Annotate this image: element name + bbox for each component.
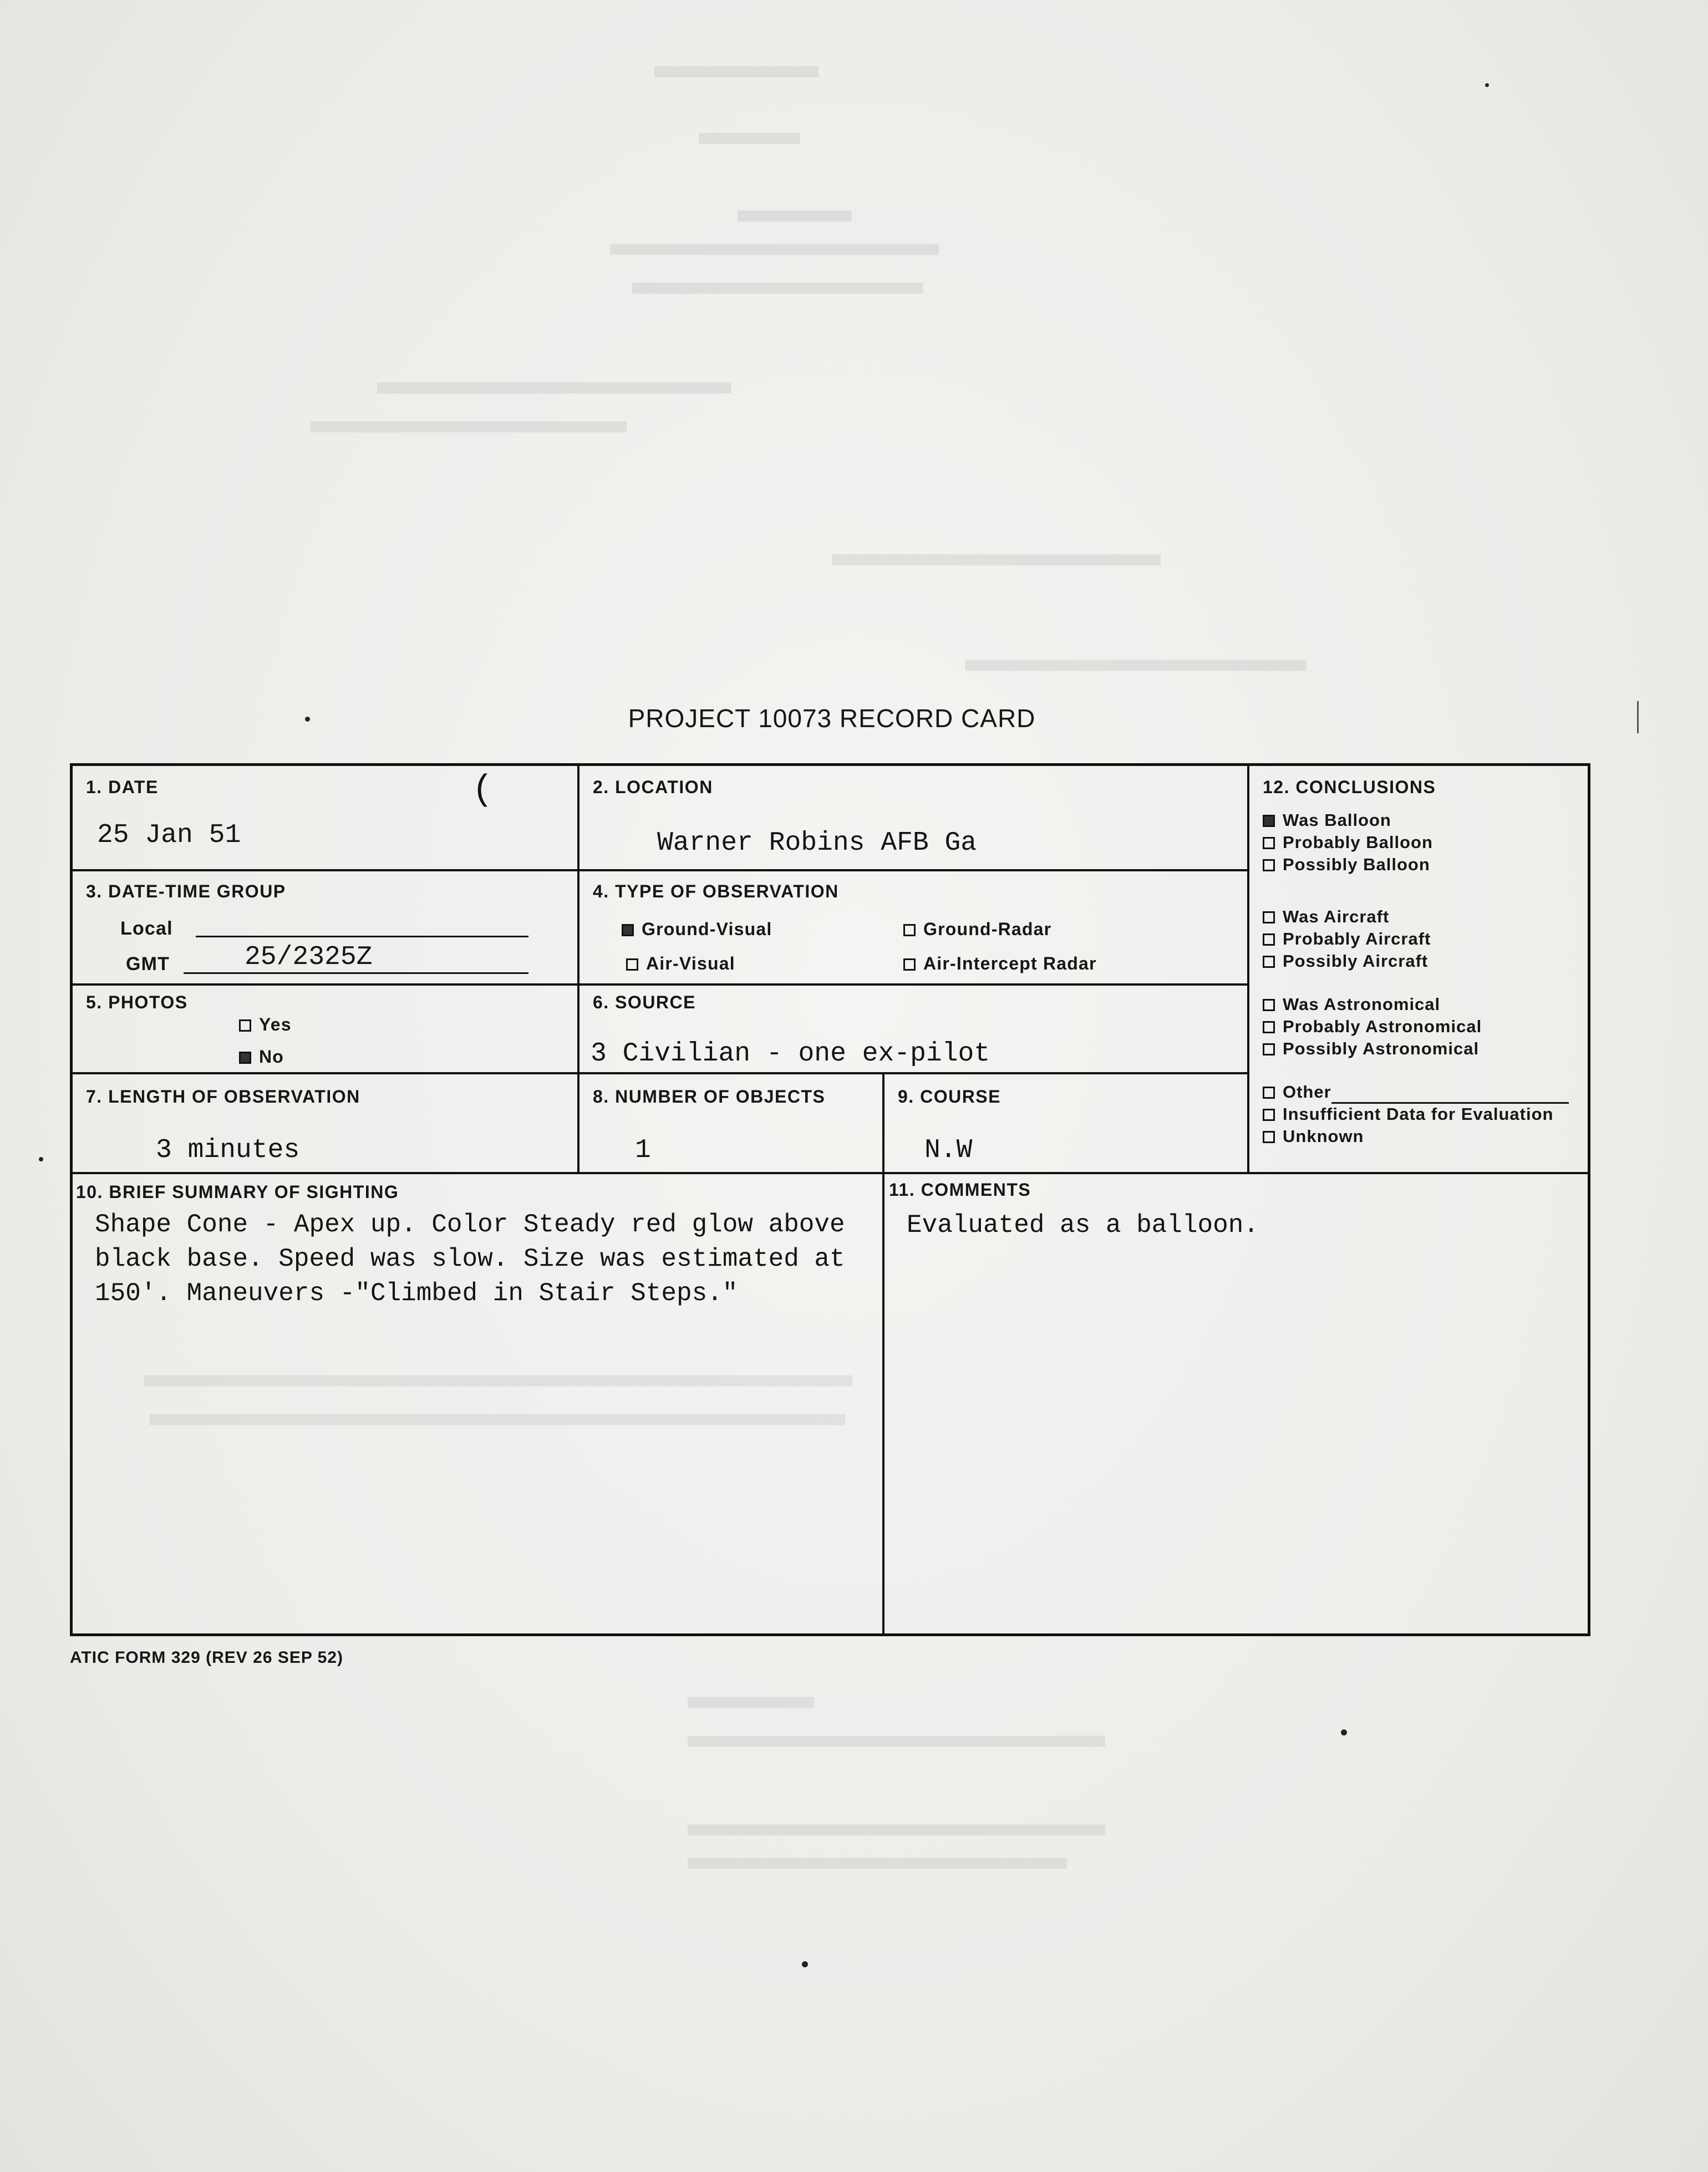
source-label: 6. SOURCE <box>593 992 696 1012</box>
conclusion-other[interactable]: Other <box>1263 1082 1553 1104</box>
bleed-through-line: ▀▀▀▀▀▀▀▀▀▀▀▀▀ <box>654 67 819 90</box>
gmt-line <box>184 972 528 974</box>
location-section <box>577 766 1247 869</box>
dust-speck <box>1637 701 1639 733</box>
date-section <box>73 766 577 869</box>
checkbox-icon <box>1263 1131 1275 1143</box>
dust-speck <box>802 1961 808 1967</box>
bleed-through-line: ▀▀▀▀▀▀▀▀▀▀▀▀▀▀▀▀▀▀▀▀▀▀▀▀▀▀▀▀▀▀ <box>688 1858 1068 1882</box>
photos-section <box>73 983 577 1072</box>
conclusion-insufficient-data[interactable]: Insufficient Data for Evaluation <box>1263 1104 1553 1126</box>
dust-speck <box>1485 83 1489 87</box>
type-of-observation-section <box>577 869 1247 983</box>
stray-mark: ( <box>472 770 494 810</box>
checkbox-checked-icon <box>622 924 634 936</box>
observation-option-air-intercept-radar[interactable]: Air-Intercept Radar <box>903 953 1097 974</box>
number-of-objects-section <box>577 1072 882 1172</box>
conclusions-group-aircraft <box>1263 907 1431 973</box>
conclusions-group-balloon <box>1263 810 1433 877</box>
observation-option-ground-radar[interactable]: Ground-Radar <box>903 919 1051 940</box>
checkbox-icon <box>1263 1021 1275 1033</box>
date-time-group-section <box>73 869 577 983</box>
gmt-label: GMT <box>126 953 170 975</box>
conclusion-was-balloon[interactable]: Was Balloon <box>1263 810 1433 833</box>
local-time-label: Local <box>120 918 173 939</box>
course-label: 9. COURSE <box>898 1087 1001 1107</box>
source-value: 3 Civilian - one ex-pilot <box>591 1039 990 1069</box>
conclusion-unknown[interactable]: Unknown <box>1263 1126 1553 1149</box>
local-time-line <box>196 936 528 937</box>
checkbox-icon <box>626 958 638 971</box>
length-of-observation-section <box>73 1072 577 1172</box>
observation-option-air-visual[interactable]: Air-Visual <box>626 953 735 974</box>
checkbox-icon <box>239 1019 251 1032</box>
card-title: PROJECT 10073 RECORD CARD <box>628 704 1036 733</box>
checkbox-icon <box>1263 1087 1275 1099</box>
course-section <box>882 1072 1247 1172</box>
form-identifier: ATIC FORM 329 (REV 26 SEP 52) <box>70 1648 344 1667</box>
checkbox-icon <box>1263 911 1275 923</box>
bleed-through-line: ▀▀▀▀▀▀▀▀ <box>699 133 800 157</box>
type-of-observation-label: 4. TYPE OF OBSERVATION <box>593 881 839 901</box>
checkbox-icon <box>1263 837 1275 849</box>
checkbox-icon <box>903 958 916 971</box>
bleed-through-line: ▀▀▀▀▀▀▀▀▀▀▀▀▀▀▀▀▀▀▀▀▀▀▀▀▀▀▀▀ <box>377 383 731 407</box>
location-label: 2. LOCATION <box>593 777 713 797</box>
photos-option-no[interactable]: No <box>239 1047 284 1067</box>
dust-speck <box>39 1157 43 1161</box>
comments-text: Evaluated as a balloon. <box>907 1211 1259 1240</box>
conclusion-probably-aircraft[interactable]: Probably Aircraft <box>1263 929 1431 951</box>
conclusion-possibly-astronomical[interactable]: Possibly Astronomical <box>1263 1039 1482 1061</box>
checkbox-icon <box>1263 859 1275 871</box>
course-value: N.W <box>924 1135 973 1165</box>
conclusion-probably-balloon[interactable]: Probably Balloon <box>1263 833 1433 855</box>
conclusion-probably-astronomical[interactable]: Probably Astronomical <box>1263 1017 1482 1039</box>
observation-option-ground-visual[interactable]: Ground-Visual <box>622 919 772 940</box>
bleed-through-line: ▀▀▀▀▀▀▀▀▀▀▀▀▀▀▀▀▀▀▀▀▀▀▀▀▀▀ <box>832 555 1161 578</box>
date-time-group-label: 3. DATE-TIME GROUP <box>86 881 286 901</box>
length-of-observation-label: 7. LENGTH OF OBSERVATION <box>86 1087 360 1107</box>
bleed-through-line: ▀▀▀▀▀▀▀▀▀▀▀▀▀▀▀▀▀▀▀▀▀▀▀▀▀▀▀▀▀▀▀▀▀ <box>688 1736 1105 1760</box>
date-label: 1. DATE <box>86 777 159 797</box>
checkbox-icon <box>903 924 916 936</box>
summary-label: 10. BRIEF SUMMARY OF SIGHTING <box>76 1182 399 1202</box>
bleed-through-line: ▀▀▀▀▀▀▀▀▀▀▀▀▀▀▀▀▀▀▀▀▀▀▀▀▀▀ <box>610 244 939 268</box>
other-line <box>1331 1102 1569 1104</box>
photos-label: 5. PHOTOS <box>86 992 188 1012</box>
conclusions-section <box>1247 766 1588 1172</box>
date-value: 25 Jan 51 <box>97 820 241 850</box>
photos-option-yes[interactable]: Yes <box>239 1014 292 1035</box>
bleed-through-line: ▀▀▀▀▀▀▀▀▀▀▀▀▀▀▀▀▀▀▀▀▀▀▀▀▀▀▀▀▀▀▀▀▀▀▀▀▀▀▀▀▀▀▀▀▀▀▀▀▀▀▀▀▀▀▀▀ <box>144 1376 853 1399</box>
comments-section <box>882 1172 1588 1633</box>
summary-section <box>73 1172 882 1633</box>
conclusion-was-astronomical[interactable]: Was Astronomical <box>1263 994 1482 1017</box>
checkbox-icon <box>1263 933 1275 946</box>
bleed-through-line: ▀▀▀▀▀▀▀▀▀▀▀▀▀▀▀▀▀▀▀▀▀▀▀▀▀▀▀▀▀▀▀▀▀ <box>688 1825 1105 1849</box>
checkbox-checked-icon <box>239 1052 251 1064</box>
checkbox-icon <box>1263 999 1275 1011</box>
source-section <box>577 983 1247 1072</box>
conclusion-possibly-aircraft[interactable]: Possibly Aircraft <box>1263 951 1431 973</box>
bleed-through-line: ▀▀▀▀▀▀▀▀▀▀▀▀▀▀▀▀▀▀▀▀▀▀▀ <box>632 283 923 307</box>
length-of-observation-value: 3 minutes <box>156 1135 300 1165</box>
checkbox-icon <box>1263 956 1275 968</box>
conclusions-group-astronomical <box>1263 994 1482 1061</box>
checkbox-icon <box>1263 1043 1275 1055</box>
conclusion-was-aircraft[interactable]: Was Aircraft <box>1263 907 1431 929</box>
bleed-through-line: ▀▀▀▀▀▀▀▀▀▀▀▀▀▀▀▀▀▀▀▀▀▀▀▀▀▀▀▀▀▀▀▀▀▀▀▀▀▀▀▀▀▀▀▀▀▀▀▀▀▀▀▀▀▀▀ <box>150 1414 846 1438</box>
bleed-through-line: ▀▀▀▀▀▀▀▀▀▀▀▀▀▀▀▀▀▀▀▀▀▀▀▀▀▀▀ <box>965 660 1307 684</box>
comments-label: 11. COMMENTS <box>889 1180 1031 1200</box>
checkbox-icon <box>1263 1109 1275 1121</box>
bleed-through-line: ▀▀▀▀▀▀▀▀▀▀ <box>688 1697 815 1721</box>
number-of-objects-value: 1 <box>635 1135 651 1165</box>
location-value: Warner Robins AFB Ga <box>657 828 977 858</box>
dust-speck <box>305 717 310 722</box>
conclusions-group-other <box>1263 1082 1553 1149</box>
dust-speck <box>1341 1729 1347 1735</box>
record-card <box>70 763 1590 1636</box>
summary-text: Shape Cone - Apex up. Color Steady red glow above black base. Speed was slow. Size was estimated at 150'. Maneuvers -"Climbed in Stair Steps." <box>95 1210 845 1308</box>
bleed-through-line: ▀▀▀▀▀▀▀▀▀ <box>738 211 852 235</box>
conclusion-possibly-balloon[interactable]: Possibly Balloon <box>1263 855 1433 877</box>
checkbox-checked-icon <box>1263 815 1275 827</box>
gmt-value: 25/2325Z <box>245 942 373 972</box>
conclusions-label: 12. CONCLUSIONS <box>1263 777 1436 797</box>
bleed-through-line: ▀▀▀▀▀▀▀▀▀▀▀▀▀▀▀▀▀▀▀▀▀▀▀▀▀ <box>311 422 627 445</box>
number-of-objects-label: 8. NUMBER OF OBJECTS <box>593 1087 826 1107</box>
